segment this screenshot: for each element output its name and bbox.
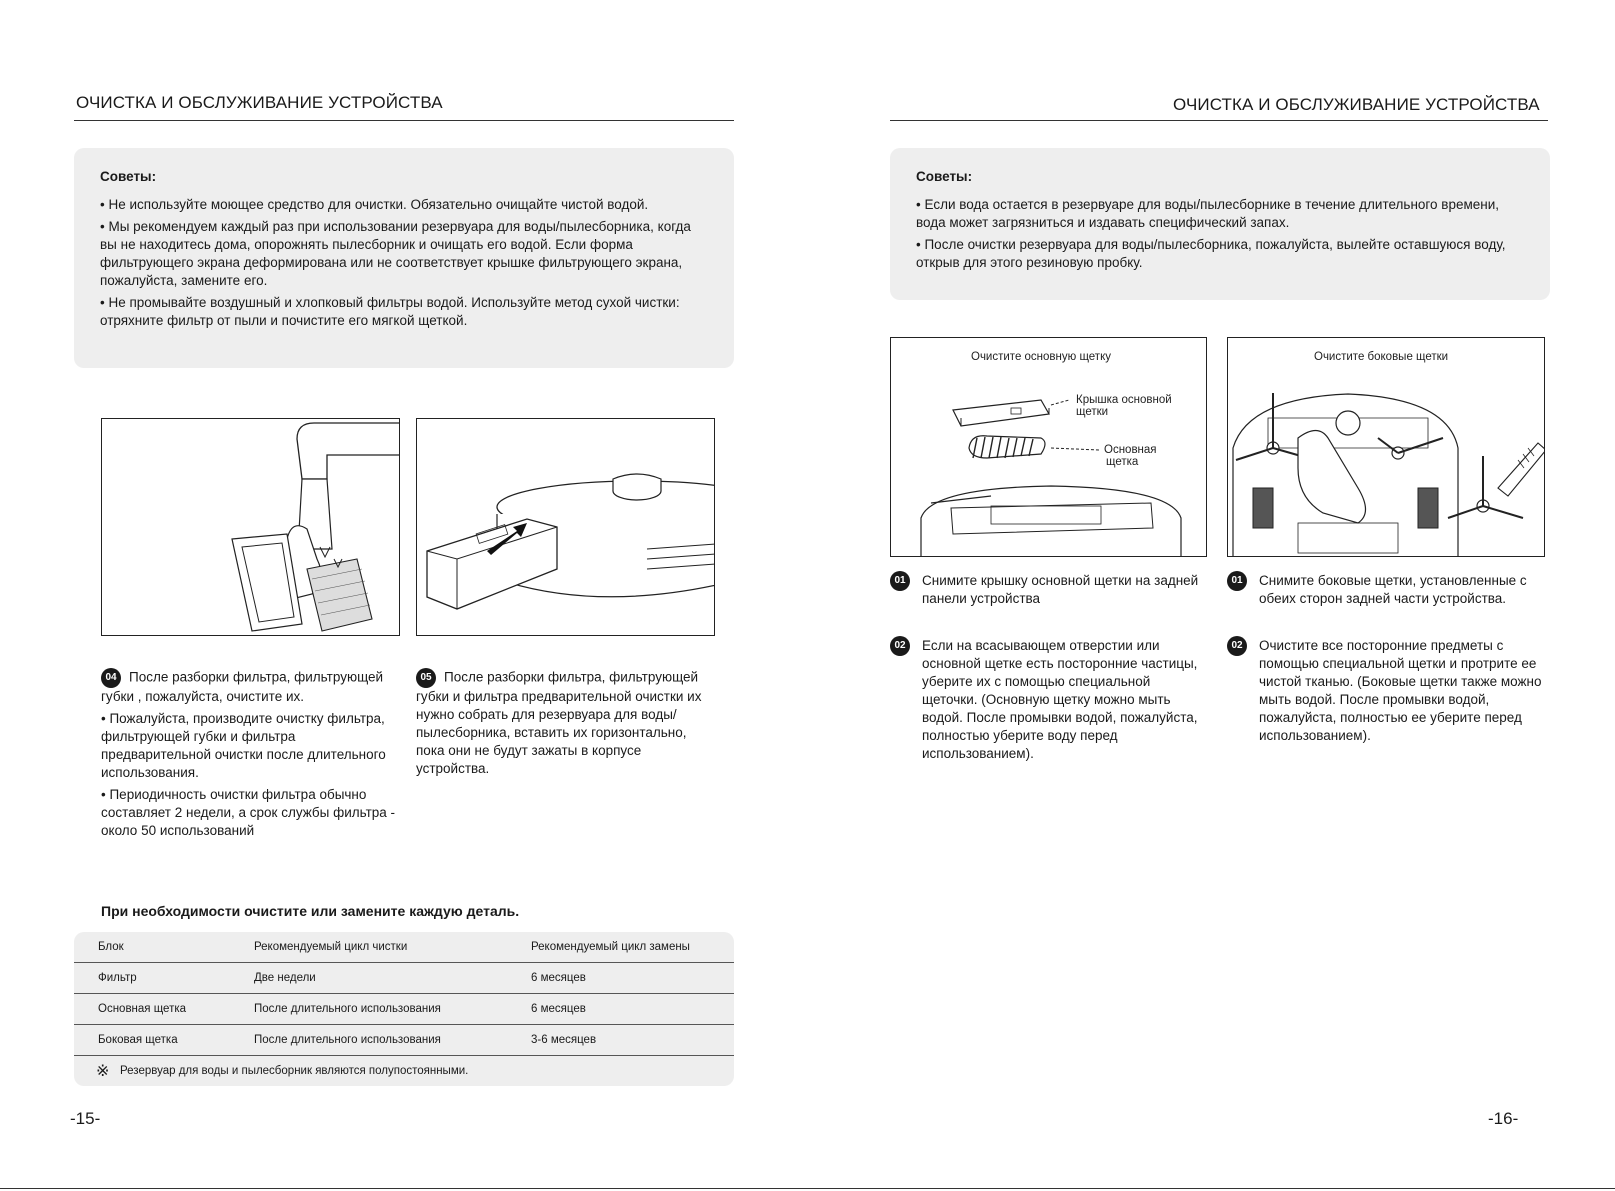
page-number: -15- bbox=[70, 1109, 101, 1128]
side-brush-illustration bbox=[1227, 337, 1545, 557]
table-cell: 6 месяцев bbox=[531, 1003, 586, 1015]
filter-washing-illustration bbox=[101, 418, 400, 636]
table-header-cell: Блок bbox=[98, 941, 124, 953]
table-cell: Две недели bbox=[254, 972, 316, 984]
table-cell: Фильтр bbox=[98, 972, 137, 984]
tips-title: Советы: bbox=[100, 169, 157, 184]
step-text: • Пожалуйста, производите очистку фильтра, фильтрующей губки и фильтра предварительной очистки после длительного использования. bbox=[101, 711, 386, 780]
label-main-brush bbox=[1104, 444, 1157, 468]
step-text: Снимите крышку основной щетки на задней панели устройства bbox=[922, 573, 1199, 606]
header-divider bbox=[890, 120, 1548, 121]
table-cell: Основная щетка bbox=[98, 1003, 187, 1015]
tip-item: • Мы рекомендуем каждый раз при использовании резервуара для воды/пылесборника, когда вы не находитесь дома, опорожнять пылесборник и очищать его водой. Если форма фильтрующего экрана деформирована или не соответствует крышке фильтрующего экрана, пожалуйста, замените его. bbox=[100, 219, 691, 288]
step-04 bbox=[101, 668, 401, 844]
label-text: Крышка основной bbox=[1076, 394, 1172, 406]
step-text: Очистите все посторонние предметы с помощью специальной щетки и протрите ее чистой тканью. (Боковые щетки также можно мыть водой. После промывки водой, пожалуйста, полностью ее уберите перед использованием). bbox=[1259, 638, 1542, 743]
step-05 bbox=[416, 668, 716, 782]
step-number-badge: 05 bbox=[416, 668, 436, 688]
page-header: ОЧИСТКА И ОБСЛУЖИВАНИЕ УСТРОЙСТВА bbox=[76, 93, 443, 112]
table-row bbox=[74, 1025, 734, 1056]
tip-item: • Если вода остается в резервуаре для воды/пылесборнике в течение длительного времени, вода может загрязниться и издавать специфический запах. bbox=[916, 197, 1500, 230]
side-brush-step-1 bbox=[1227, 572, 1547, 608]
label-text: щетка bbox=[1106, 456, 1139, 468]
step-number-badge: 01 bbox=[890, 571, 910, 591]
tips-box bbox=[74, 148, 734, 368]
table-row bbox=[74, 994, 734, 1025]
tip-item: • Не используйте моющее средство для очистки. Обязательно очищайте чистой водой. bbox=[100, 197, 649, 212]
page-header: ОЧИСТКА И ОБСЛУЖИВАНИЕ УСТРОЙСТВА bbox=[1173, 95, 1540, 114]
table-header-cell: Рекомендуемый цикл чистки bbox=[254, 941, 408, 953]
illustration-caption: Очистите боковые щетки bbox=[1314, 351, 1449, 363]
step-number-badge: 04 bbox=[101, 668, 121, 688]
table-cell: 6 месяцев bbox=[531, 972, 586, 984]
step-text: Снимите боковые щетки, установленные с обеих сторон задней части устройства. bbox=[1259, 573, 1527, 606]
step-text: После разборки фильтра, фильтрующей губки , пожалуйста, очистите их. bbox=[101, 669, 384, 704]
table-cell: После длительного использования bbox=[254, 1003, 441, 1015]
label-text: Основная bbox=[1104, 444, 1157, 456]
page-bottom-border bbox=[0, 1188, 1615, 1189]
table-cell: После длительного использования bbox=[254, 1034, 441, 1046]
table-cell: 3-6 месяцев bbox=[531, 1034, 597, 1046]
step-text: • Периодичность очистки фильтра обычно составляет 2 недели, а срок службы фильтра - около 50 использований bbox=[101, 787, 396, 838]
table-title: При необходимости очистите или замените каждую деталь. bbox=[101, 903, 520, 919]
table-cell: Боковая щетка bbox=[98, 1034, 178, 1046]
maintenance-table bbox=[74, 932, 734, 1086]
table-note bbox=[74, 1056, 734, 1086]
main-brush-step-1 bbox=[890, 572, 1210, 608]
step-text: После разборки фильтра, фильтрующей губки и фильтра предварительной очистки их нужно собрать для резервуара для воды/пылесборника, вставить их горизонтально, пока они не будут зажаты в корпусе устройства. bbox=[416, 669, 702, 776]
note-text: Резервуар для воды и пылесборник являются полупостоянными. bbox=[120, 1065, 469, 1077]
tips-box bbox=[890, 148, 1550, 300]
tip-item: • После очистки резервуара для воды/пылесборника, пожалуйста, вылейте оставшуюся воду, открыв для этого резиновую пробку. bbox=[916, 237, 1506, 270]
note-mark-icon: ※ bbox=[96, 1063, 110, 1080]
dustbin-insert-illustration bbox=[416, 418, 715, 636]
main-brush-step-2 bbox=[890, 637, 1200, 763]
tip-item: • Не промывайте воздушный и хлопковый фильтры водой. Используйте метод сухой чистки: отряхните фильтр от пыли и почистите его мягкой щеткой. bbox=[100, 295, 680, 328]
illustration-caption: Очистите основную щетку bbox=[971, 351, 1111, 363]
table-header-cell: Рекомендуемый цикл замены bbox=[531, 941, 690, 953]
label-text: щетки bbox=[1076, 406, 1109, 418]
page-number: -16- bbox=[1488, 1109, 1519, 1128]
step-number-badge: 01 bbox=[1227, 571, 1247, 591]
table-row bbox=[74, 963, 734, 994]
table-header-row bbox=[74, 932, 734, 963]
page-16 bbox=[808, 0, 1615, 1191]
step-number-badge: 02 bbox=[1227, 636, 1247, 656]
step-number-badge: 02 bbox=[890, 636, 910, 656]
label-brush-cover bbox=[1076, 394, 1172, 418]
main-brush-illustration bbox=[890, 337, 1207, 557]
tips-title: Советы: bbox=[916, 169, 973, 184]
side-brush-step-2 bbox=[1227, 637, 1547, 745]
header-divider bbox=[74, 120, 734, 121]
step-text: Если на всасывающем отверстии или основной щетке есть посторонние частицы, уберите их с помощью специальной щеточки. (Основную щетку можно мыть водой. После промывки водой, пожалуйста, полностью уберите воду перед использованием). bbox=[922, 638, 1198, 761]
